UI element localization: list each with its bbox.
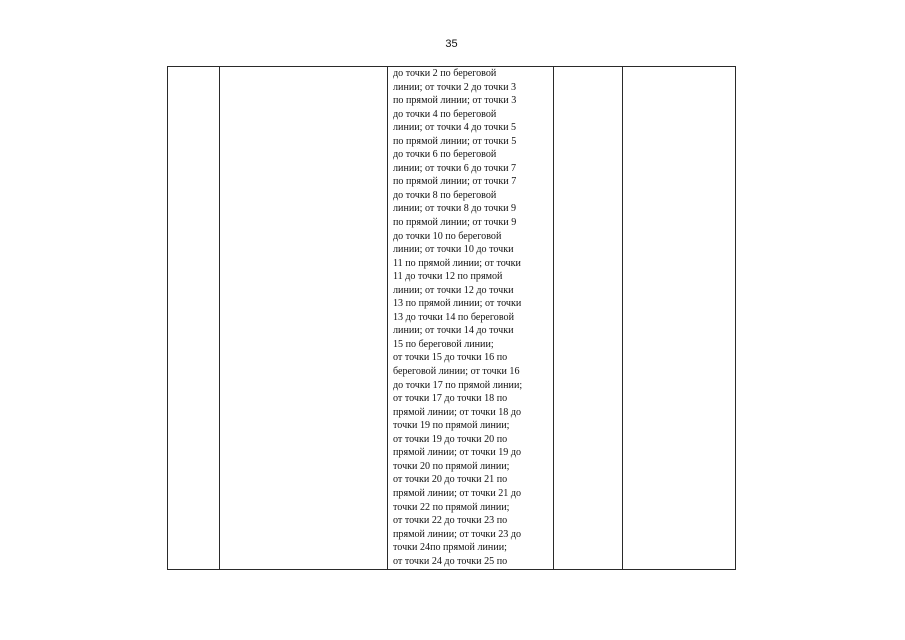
text-line: 11 до точки 12 по прямой xyxy=(393,271,503,283)
text-line: точки 22 по прямой линии; xyxy=(393,501,510,513)
text-line: от точки 15 до точки 16 по xyxy=(393,352,508,364)
text-line: линии; от точки 8 до точки 9 xyxy=(393,203,517,215)
text-line: прямой линии; от точки 18 до xyxy=(393,406,522,418)
text-line: прямой линии; от точки 23 до xyxy=(393,528,522,540)
text-line: до точки 10 по береговой xyxy=(393,230,502,242)
boundary-description-cell xyxy=(393,67,551,568)
text-line: 13 по прямой линии; от точки xyxy=(393,298,522,310)
text-line: до точки 6 по береговой xyxy=(393,149,497,161)
text-line: береговой линии; от точки 16 xyxy=(393,366,520,378)
column-divider-3 xyxy=(553,66,554,570)
text-line: от точки 24 до точки 25 по xyxy=(393,555,508,567)
text-line: линии; от точки 4 до точки 5 xyxy=(393,122,517,134)
text-line: от точки 22 до точки 23 по xyxy=(393,515,508,527)
text-line: по прямой линии; от точки 9 xyxy=(393,217,517,229)
text-line: до точки 17 по прямой линии; xyxy=(393,379,523,391)
text-line: прямой линии; от точки 21 до xyxy=(393,487,522,499)
text-line: линии; от точки 6 до точки 7 xyxy=(393,162,517,174)
column-divider-1 xyxy=(219,66,220,570)
page-number: 35 xyxy=(445,38,458,50)
text-line: точки 24по прямой линии; xyxy=(393,542,507,554)
text-line: точки 19 по прямой линии; xyxy=(393,420,510,432)
text-line: до точки 4 по береговой xyxy=(393,108,497,120)
text-line: линии; от точки 10 до точки xyxy=(393,244,514,256)
text-line: 15 по береговой линии; xyxy=(393,338,494,350)
text-line: точки 20 по прямой линии; xyxy=(393,460,510,472)
text-line: от точки 17 до точки 18 по xyxy=(393,393,508,405)
column-divider-2 xyxy=(387,66,388,570)
text-line: от точки 19 до точки 20 по xyxy=(393,433,508,445)
text-line: 13 до точки 14 по береговой xyxy=(393,311,514,323)
text-line: до точки 2 по береговой xyxy=(393,68,497,79)
text-line: по прямой линии; от точки 3 xyxy=(393,95,517,107)
text-line: линии; от точки 14 до точки xyxy=(393,325,514,337)
text-line: по прямой линии; от точки 7 xyxy=(393,176,517,188)
text-line: прямой линии; от точки 19 до xyxy=(393,447,522,459)
column-divider-4 xyxy=(622,66,623,570)
text-line: линии; от точки 2 до точки 3 xyxy=(393,81,517,93)
text-line: линии; от точки 12 до точки xyxy=(393,284,514,296)
text-line: 11 по прямой линии; от точки xyxy=(393,257,521,269)
text-line: до точки 8 по береговой xyxy=(393,189,497,201)
text-line: от точки 20 до точки 21 по xyxy=(393,474,508,486)
text-line: по прямой линии; от точки 5 xyxy=(393,135,517,147)
